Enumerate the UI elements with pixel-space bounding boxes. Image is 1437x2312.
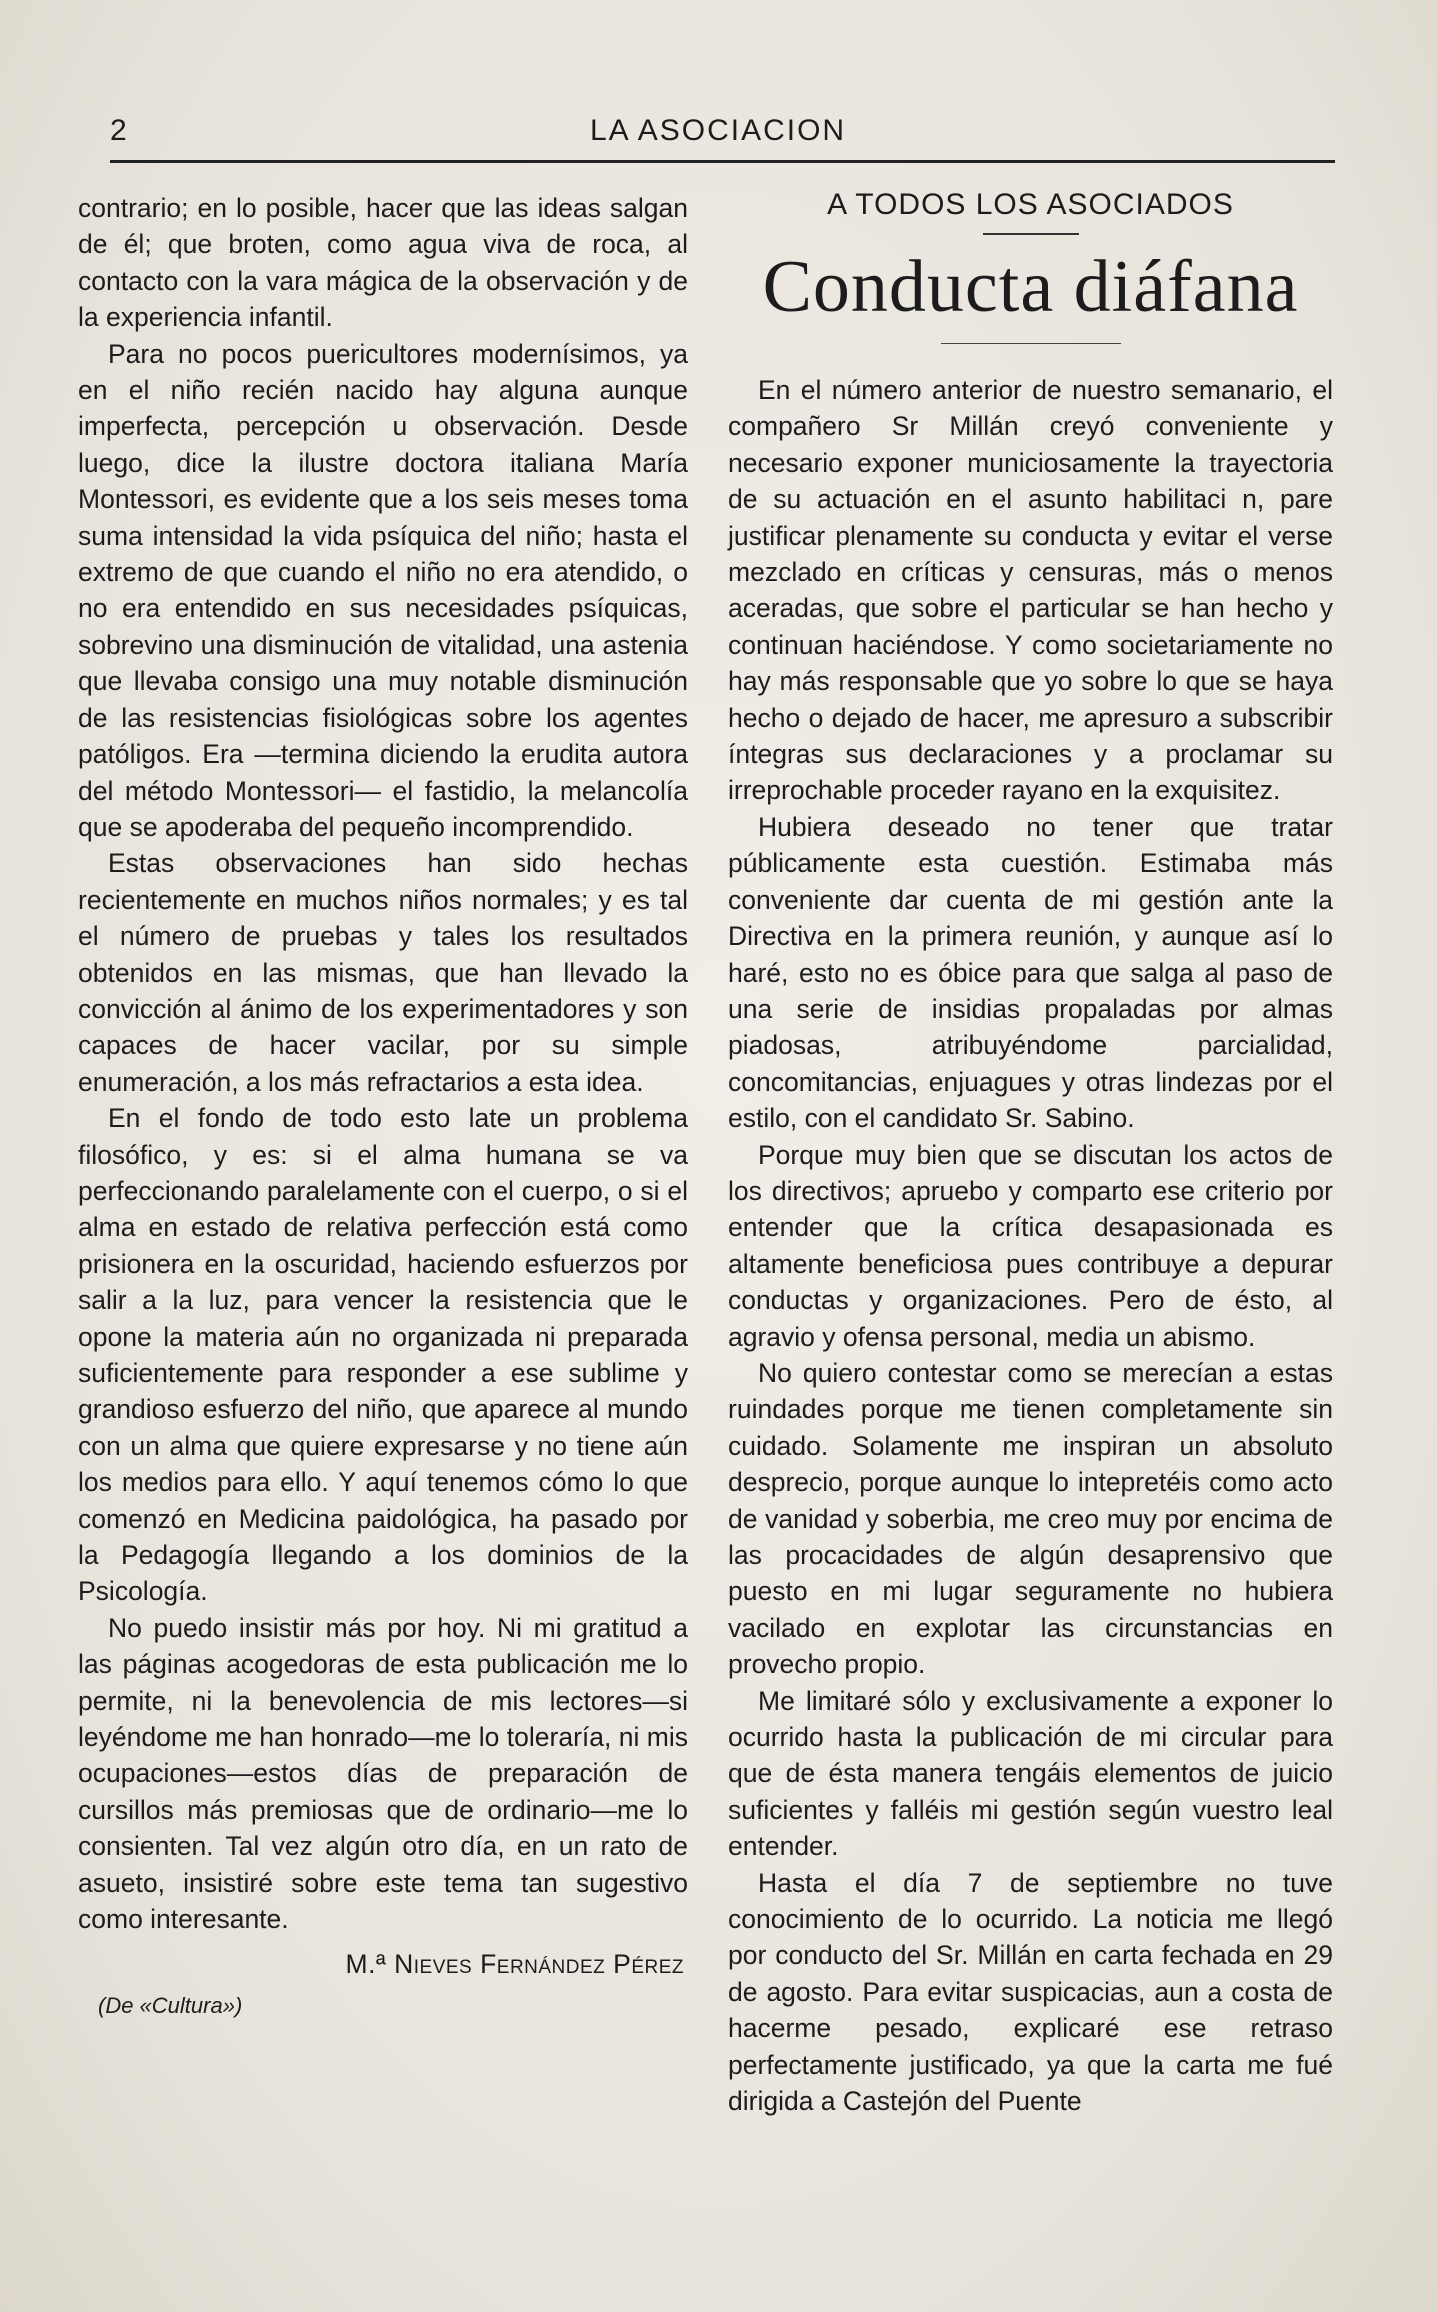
right-column	[728, 185, 1333, 2120]
page-number: 2	[110, 114, 127, 147]
paragraph: No quiero contestar como se merecían a estas ruindades porque me tienen completamente sin cuidado. Solamente me inspiran un absoluto desprecio, porque aunque lo intepretéis como acto de vanidad y soberbia, me creo muy por encima de las procacidades de algún desaprensivo que puesto en mi lugar seguramente no hubiera vacilado en explotar las circunstancias en provecho propio.	[728, 1357, 1333, 1680]
paragraph: Para no pocos puericultores modernísimos, ya en el niño recién nacido hay alguna aunque imperfecta, percepción u observación. Desde luego, dice la ilustre doctora italiana María Montessori, es evidente que a los seis meses toma suma intensidad la vida psíquica del niño; hasta el extremo de que cuando el niño no era atendido, o no era entendido en sus necesidades psíquicas, sobrevino una disminución de vitalidad, una astenia que llevaba consigo una muy notable disminución de las resistencias fisiológicas sobre los agentes patóligos. Era —termina diciendo la erudita autora del método Montessori— el fastidio, la melancolía que se apoderaba del pequeño incomprendido.	[78, 338, 688, 842]
paragraph: Hasta el día 7 de septiembre no tuve conocimiento de lo ocurrido. La noticia me llegó por conducto del Sr. Millán en carta fechada en 29 de agosto. Para evitar suspicacias, aun a costa de hacerme pesado, explicaré ese retraso perfectamente justificado, ya que la carta me fué dirigida a Castejón del Puente	[728, 1867, 1333, 2117]
divider	[941, 343, 1121, 344]
paragraph: Estas observaciones han sido hechas recientemente en muchos niños normales; y es tal el número de pruebas y tales los resultados obtenidos en las mismas, que han llevado la convicción al ánimo de los experimentadores y son capaces de hacer vacilar, por su simple enumeración, a los más refractarios a esta idea.	[78, 848, 688, 1097]
divider	[983, 233, 1079, 235]
paragraph: Porque muy bien que se discutan los actos de los directivos; apruebo y comparto ese criterio por entender que la crítica desapasionada es altamente beneficiosa pues contribuye a depurar conductas y organizaciones. Pero de ésto, al agravio y ofensa personal, media un abismo.	[728, 1139, 1333, 1352]
page-header	[110, 108, 1335, 160]
header-rule	[110, 160, 1335, 163]
paragraph: En el número anterior de nuestro semanario, el compañero Sr Millán creyó conveniente y necesario exponer municiosamente la trayectoria de su actuación en el asunto habilitaci n, pare justificar plenamente su conducta y evitar el verse mezclado en críticas y censuras, más o menos aceradas, que sobre el particular se han hecho y continuan haciéndose. Y como societariamente no hay más responsable que yo sobre lo que se haya hecho o dejado de hacer, me apresuro a subscribir íntegras sus declaraciones y a proclamar su irreprochable proceder rayano en la exquisitez.	[728, 375, 1333, 806]
paragraph: No puedo insistir más por hoy. Ni mi gratitud a las páginas acogedoras de esta publicación me lo permite, ni la benevolencia de mis lectores—si leyéndome me han honrado—me lo toleraría, ni mis ocupaciones—estos días de preparación de cursillos más premiosas que de ordinario—me lo consienten. Tal vez algún otro día, en un rato de asueto, insistiré sobre este tema tan sugestivo como interesante.	[78, 1612, 688, 1935]
left-column	[78, 190, 688, 2024]
author-signature: M.ª Nieves Fernández Pérez	[345, 1948, 684, 1979]
paragraph: Hubiera deseado no tener que tratar públicamente esta cuestión. Estimaba más conveniente dar cuenta de mi gestión ante la Directiva en la primera reunión, y aunque así lo haré, esto no es óbice para que salga al paso de una serie de insidias propaladas por almas piadosas, atribuyéndome parcialidad, concomitancias, enjuagues y otras lindezas por el estilo, con el candidato Sr. Sabino.	[728, 811, 1333, 1134]
paragraph: contrario; en lo posible, hacer que las ideas salgan de él; que broten, como agua viva de roca, al contacto con la vara mágica de la observación y de la experiencia infantil.	[78, 193, 688, 333]
paragraph: En el fondo de todo esto late un problema filosófico, y es: si el alma humana se va perfeccionando paralelamente con el cuerpo, o si el alma en estado de relativa perfección está como prisionera en la oscuridad, haciendo esfuerzos por salir a la luz, para vencer la resistencia que le opone la materia aún no organizada ni preparada suficientemente para responder a ese sublime y grandioso esfuerzo del niño, que aparece al mundo con un alma que quiere expresarse y no tiene aún los medios para ello. Y aquí tenemos cómo lo que comenzó en Medicina paidológica, ha pasado por la Pedagogía llegando a los dominios de la Psicología.	[78, 1103, 688, 1607]
running-title: LA ASOCIACION	[590, 114, 847, 147]
article-headline: Conducta diáfana	[762, 246, 1299, 328]
section-label: A TODOS LOS ASOCIADOS	[827, 188, 1234, 221]
paragraph: Me limitaré sólo y exclusivamente a exponer lo ocurrido hasta la publicación de mi circular para que de ésta manera tengáis elementos de juicio suficientes y falléis mi gestión según vuestro leal entender.	[728, 1685, 1333, 1862]
source-citation: (De «Cultura»)	[98, 1992, 243, 2018]
